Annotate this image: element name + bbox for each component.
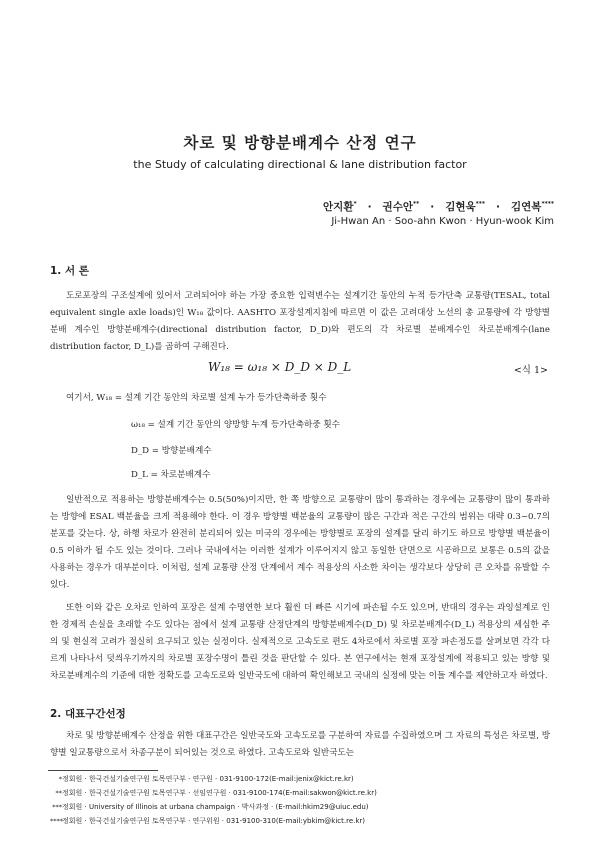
author-name: 김연복 bbox=[511, 201, 542, 213]
footnote-text: 정회원 · University of Illinois at urbana champaign · 박사과정 · (E-mail:hkim29@uiuc.edu) bbox=[62, 803, 369, 811]
footnote-text: 정회원 · 한국건설기술연구원 토목연구부 · 선임연구원 · 031-9100-174(E-mail:sakwon@kict.re.kr) bbox=[62, 789, 377, 797]
author-mark: *** bbox=[475, 200, 486, 208]
author-mark: * bbox=[353, 200, 357, 208]
footnote bbox=[50, 788, 377, 798]
paragraph-text: 차로 및 방향분배계수 산정을 위한 대표구간은 일반국도와 고속도로를 구분하여 자료를 수집하였으며 그 자료의 특성은 차로별, 방향별 일교통량으로서 차종구분이 되어있는 것으로 하였다. 고속도로와 일반국도는 bbox=[50, 731, 550, 758]
equation: W₁₈ = ω₁₈ × D_D × D_L bbox=[208, 360, 352, 374]
footnote bbox=[50, 802, 369, 812]
body-paragraph bbox=[50, 288, 550, 356]
author-separator: · bbox=[430, 201, 435, 213]
section-heading: 2. 대표구간선정 bbox=[50, 708, 126, 720]
footnote-mark: ** bbox=[55, 789, 62, 797]
definition-dl: D_L = 차로분배계수 bbox=[131, 470, 211, 480]
equation-number: <식 1> bbox=[513, 365, 548, 376]
author-name: 권수안 bbox=[382, 201, 413, 213]
author-name: 김현욱 bbox=[445, 201, 476, 213]
definition-dd: D_D = 방향분배계수 bbox=[131, 446, 212, 456]
authors-korean bbox=[323, 199, 554, 214]
footnote-divider bbox=[48, 770, 158, 771]
footnote bbox=[50, 774, 354, 784]
paragraph-text: 도로포장의 구조설계에 있어서 고려되어야 하는 가장 중요한 입력변수는 설계기간 동안의 누적 등가단축 교통량(TESAL, total equivalent single axle loads)인 W₁₈ 값이다. AASHTO 포장설계지침에 따르면 이 값은 고려대상 노선의 총 교통량에 각 방향별 분배 계수인 방향분배계수(directional distribution factor, D_D)와 편도의 각 차로별 분배계수인 차로분배계수(lane distribution factor, D_L)를 곱하여 구해진다. bbox=[50, 291, 550, 352]
author-mark: ** bbox=[412, 200, 420, 208]
footnote-mark: *** bbox=[52, 803, 62, 811]
footnote-mark: **** bbox=[50, 817, 63, 825]
body-paragraph bbox=[50, 728, 550, 762]
author-mark: **** bbox=[541, 200, 554, 208]
author-separator: · bbox=[367, 201, 372, 213]
footnote-mark: * bbox=[58, 775, 62, 783]
footnote-text: 정회원 · 한국건설기술연구원 토목연구부 · 연구위원 · 031-9100-310(E-mail:ybkim@kict.re.kr) bbox=[62, 817, 366, 825]
paragraph-text: 일반적으로 적용하는 방향분배계수는 0.5(50%)이지만, 한 쪽 방향으로 교통량이 많이 통과하는 경우에는 교통량이 많이 통과하는 방향에 ESAL 백분율을 크게 적용해야 한다. 이 경우 방향별 백분율의 교통량이 많은 구간과 적은 구간의 범위는 대략 0.3~0.7의 분포를 갖는다. 상, 하행 차로가 완전히 분리되어 있는 미국의 경우에는 방향별로 포장의 설계를 달리 하기도 하므로 방향별 백분율이 0.5 이하가 될 수도 있는 것이다. 그러나 국내에서는 이러한 설계가 이루어지지 않고 동일한 단면으로 시공하므로 보통은 0.5의 값을 사용하는 경우가 대부분이다. 이처럼, 설계 교통량 산정 단계에서 계수 적용상의 사소한 차이는 생각보다 상당히 큰 오차를 유발할 수 있다. bbox=[50, 495, 550, 590]
author-name: 안지환 bbox=[323, 201, 354, 213]
section-heading: 1. 서 론 bbox=[50, 265, 89, 277]
footnote-text: 정회원 · 한국건설기술연구원 토목연구부 · 연구원 · 031-9100-172(E-mail:jenix@kict.re.kr) bbox=[62, 775, 354, 783]
paper-title: 차로 및 방향분배계수 산정 연구 bbox=[183, 134, 417, 152]
footnote bbox=[50, 816, 365, 826]
definition-w18: 여기서, W₁₈ = 설계 기간 동안의 차로별 설계 누가 등가단축하중 횟수 bbox=[66, 393, 327, 403]
paper-subtitle: the Study of calculating directional & lane distribution factor bbox=[133, 158, 467, 171]
paragraph-text: 또한 이와 같은 오차로 인하여 포장은 설계 수명연한 보다 훨씬 더 빠른 시기에 파손될 수도 있으며, 반대의 경우는 과잉설계로 인한 경제적 손실을 초래할 수도 있다는 점에서 설계 교통량 산정단계의 방향분배계수(D_D) 및 차로분배계수(D_L) 적용상의 세심한 주의 및 현실적 고려가 절실히 요구되고 있는 실정이다. 실제적으로 고속도로 편도 4차로에서 차로별 포장 파손정도를 살펴보면 각각 다르게 나타나서 덧씌우기까지의 차로별 포장수명이 틀린 것을 판단할 수 있다. 본 연구에서는 현재 포장설계에 적용되고 있는 방향 및 차로분배계수의 기준에 대한 정확도를 고속도로와 일반국도에 대하여 확인해보고 국내의 실정에 맞는 이들 계수를 제안하고자 하였다. bbox=[50, 603, 550, 681]
body-paragraph bbox=[50, 600, 550, 685]
body-paragraph bbox=[50, 492, 550, 593]
author-separator: · bbox=[496, 201, 501, 213]
authors-english: Ji-Hwan An · Soo-ahn Kwon · Hyun-wook Kim bbox=[331, 216, 554, 227]
definition-omega: ω₁₈ = 설계 기간 동안의 양방향 누계 등가단축하중 횟수 bbox=[131, 420, 340, 430]
